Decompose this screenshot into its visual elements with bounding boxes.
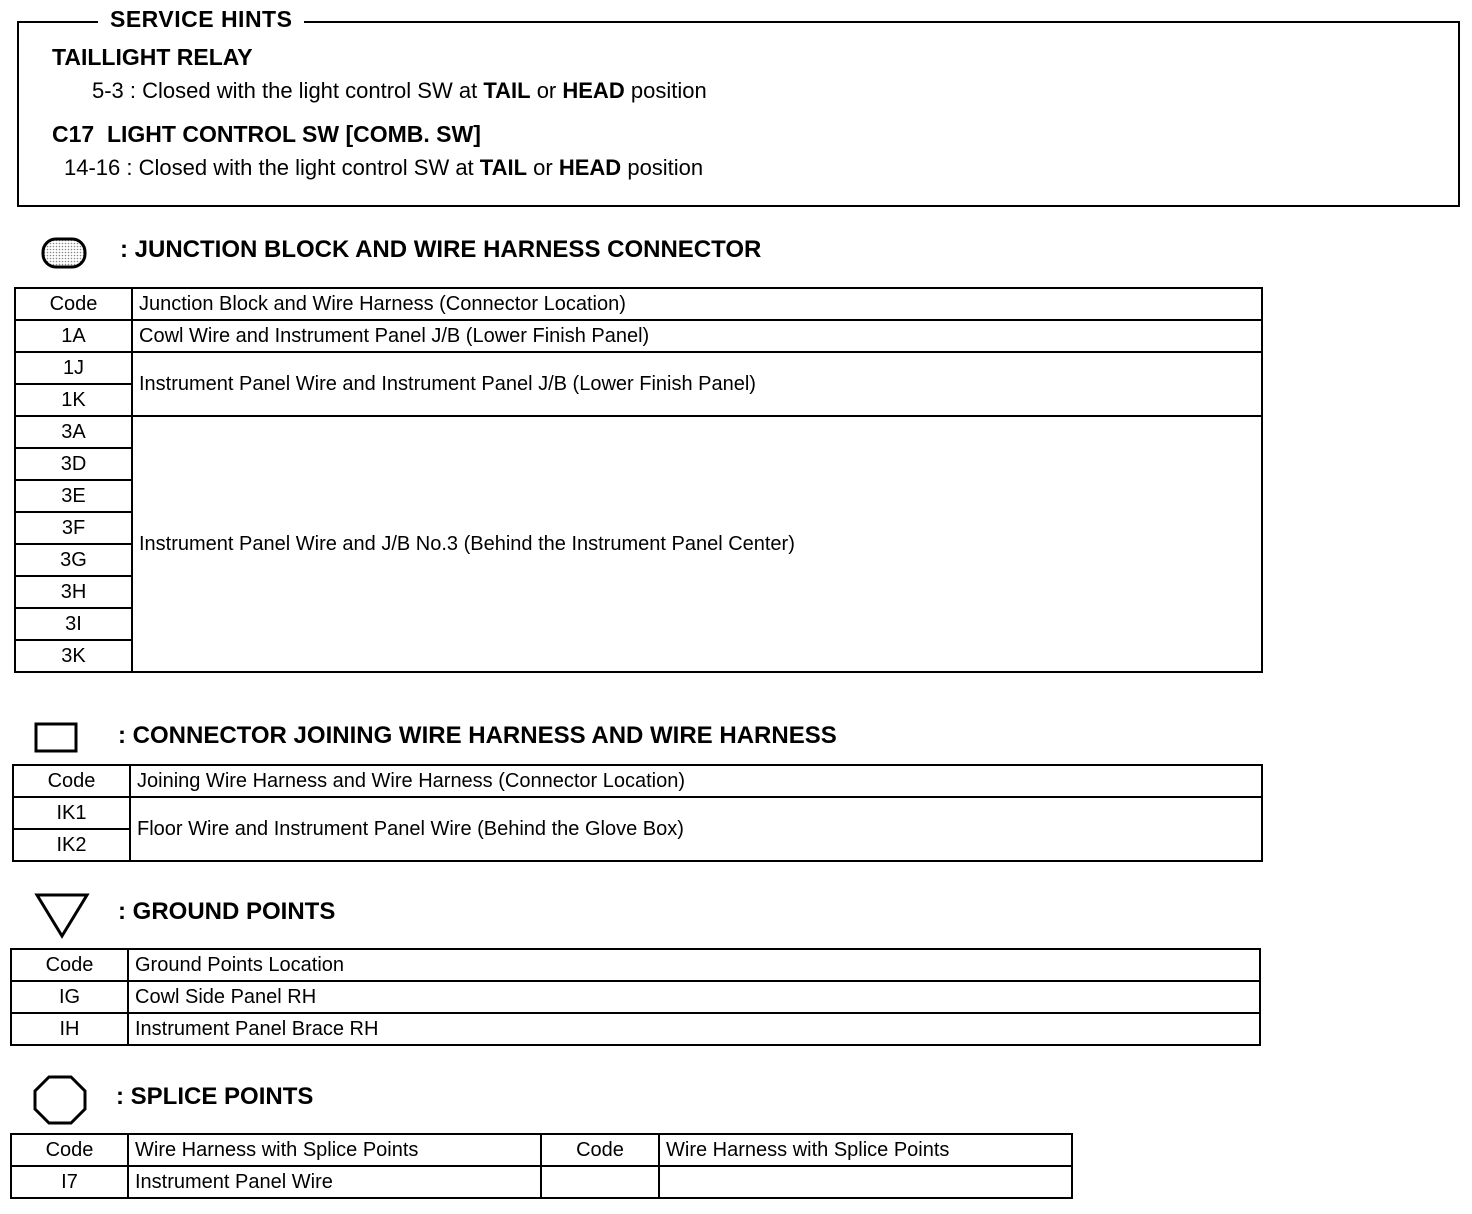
hint-text: : Closed with the light control SW at bbox=[126, 155, 474, 180]
hint-taillight-relay bbox=[52, 44, 253, 71]
header-desc: Junction Block and Wire Harness (Connector Location) bbox=[132, 288, 1262, 320]
code-cell: I7 bbox=[11, 1166, 128, 1198]
table-header-row bbox=[11, 949, 1260, 981]
desc-cell bbox=[659, 1166, 1072, 1198]
ground-table bbox=[10, 948, 1261, 1046]
code-cell: 3H bbox=[15, 576, 132, 608]
service-hints-title: SERVICE HINTS bbox=[98, 6, 304, 33]
code-cell: 1J bbox=[15, 352, 132, 384]
code-cell: 3I bbox=[15, 608, 132, 640]
hint-bold: TAIL bbox=[479, 155, 528, 180]
header-code: Code bbox=[11, 949, 128, 981]
hint-text: : Closed with the light control SW at bbox=[129, 78, 478, 103]
hint-text: position bbox=[630, 78, 707, 103]
hint-text: position bbox=[627, 155, 704, 180]
code-cell: IK2 bbox=[13, 829, 130, 861]
code-cell: 3K bbox=[15, 640, 132, 672]
hint-text: or bbox=[533, 155, 553, 180]
code-cell: 3G bbox=[15, 544, 132, 576]
code-cell: 3D bbox=[15, 448, 132, 480]
hint-bold: HEAD bbox=[558, 155, 622, 180]
desc-cell: Instrument Panel Wire and J/B No.3 (Behind the Instrument Panel Center) bbox=[132, 416, 1262, 672]
ground-section-title: : GROUND POINTS bbox=[118, 898, 336, 925]
desc-cell: Instrument Panel Wire bbox=[128, 1166, 541, 1198]
header-code: Code bbox=[13, 765, 130, 797]
code-cell: IG bbox=[11, 981, 128, 1013]
header-desc: Wire Harness with Splice Points bbox=[659, 1134, 1072, 1166]
code-cell: 3F bbox=[15, 512, 132, 544]
table-row bbox=[11, 1166, 1072, 1198]
table-row bbox=[11, 1013, 1260, 1045]
header-code: Code bbox=[541, 1134, 659, 1166]
hint-detail bbox=[92, 78, 707, 104]
hint-pins: 5-3 bbox=[92, 78, 124, 103]
header-desc: Wire Harness with Splice Points bbox=[128, 1134, 541, 1166]
header-code: Code bbox=[11, 1134, 128, 1166]
hint-bold: HEAD bbox=[562, 78, 625, 103]
table-row bbox=[11, 981, 1260, 1013]
square-connector-icon bbox=[34, 722, 80, 754]
desc-cell: Instrument Panel Wire and Instrument Panel J/B (Lower Finish Panel) bbox=[132, 352, 1262, 416]
joining-table bbox=[12, 764, 1263, 862]
hint-pins: 14-16 bbox=[64, 155, 121, 180]
hint-text: or bbox=[536, 78, 557, 103]
code-cell: 3E bbox=[15, 480, 132, 512]
splice-table bbox=[10, 1133, 1073, 1199]
desc-cell: Instrument Panel Brace RH bbox=[128, 1013, 1260, 1045]
splice-section-title: : SPLICE POINTS bbox=[116, 1083, 314, 1110]
hint-heading: TAILLIGHT RELAY bbox=[52, 44, 253, 70]
table-header-row bbox=[15, 288, 1262, 320]
hint-light-control-sw bbox=[52, 121, 481, 148]
header-desc: Joining Wire Harness and Wire Harness (Connector Location) bbox=[130, 765, 1262, 797]
header-desc: Ground Points Location bbox=[128, 949, 1260, 981]
code-cell: IK1 bbox=[13, 797, 130, 829]
desc-cell: Floor Wire and Instrument Panel Wire (Behind the Glove Box) bbox=[130, 797, 1262, 861]
splice-octagon-icon bbox=[32, 1074, 88, 1126]
header-code: Code bbox=[15, 288, 132, 320]
table-row bbox=[15, 416, 1262, 448]
hint-heading: C17 LIGHT CONTROL SW [COMB. SW] bbox=[52, 121, 481, 147]
table-row bbox=[15, 320, 1262, 352]
table-header-row bbox=[11, 1134, 1072, 1166]
desc-cell: Cowl Side Panel RH bbox=[128, 981, 1260, 1013]
legend-rule bbox=[17, 21, 97, 23]
joining-section-title: : CONNECTOR JOINING WIRE HARNESS AND WIRE HARNESS bbox=[118, 722, 837, 749]
hint-detail bbox=[64, 155, 703, 181]
hint-bold: TAIL bbox=[483, 78, 531, 103]
desc-cell: Cowl Wire and Instrument Panel J/B (Lower Finish Panel) bbox=[132, 320, 1262, 352]
code-cell: 1A bbox=[15, 320, 132, 352]
junction-table bbox=[14, 287, 1263, 673]
rounded-connector-icon bbox=[40, 236, 90, 270]
table-header-row bbox=[13, 765, 1262, 797]
code-cell: 3A bbox=[15, 416, 132, 448]
code-cell: IH bbox=[11, 1013, 128, 1045]
ground-triangle-icon bbox=[34, 892, 90, 940]
table-row bbox=[13, 797, 1262, 829]
code-cell: 1K bbox=[15, 384, 132, 416]
table-row bbox=[15, 352, 1262, 384]
code-cell bbox=[541, 1166, 659, 1198]
junction-section-title: : JUNCTION BLOCK AND WIRE HARNESS CONNECTOR bbox=[120, 236, 762, 263]
